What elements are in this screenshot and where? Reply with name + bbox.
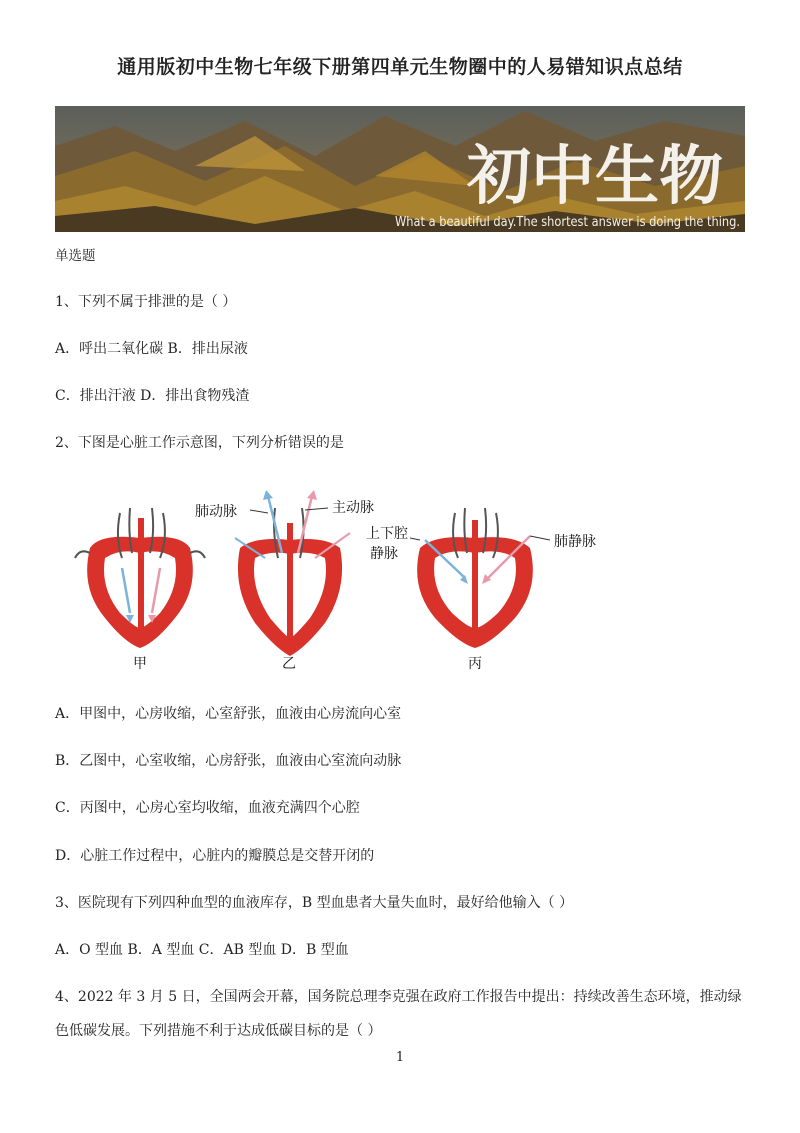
section-label: 单选题 (55, 248, 96, 264)
caption-bing: 丙 (468, 656, 482, 672)
label-aorta: 主动脉 (332, 500, 374, 516)
q2-option-b: B．乙图中，心室收缩，心房舒张，血液由心室流向动脉 (55, 753, 402, 769)
banner-caption: What a beautiful day.The shortest answer is doing the thing. (395, 214, 740, 230)
q4-stem: 4、2022 年 3 月 5 日，全国两会开幕，国务院总理李克强在政府工作报告中提出：持续改善生态环境，推动绿色低碳发展。下列措施不利于达成低碳目标的是（ ） (55, 989, 742, 1039)
page-number: 1 (395, 1050, 405, 1065)
q1-options-line1: A．呼出二氧化碳 B．排出尿液 (55, 341, 248, 357)
banner-image (55, 106, 745, 232)
q3-stem: 3、医院现有下列四种血型的血液库存，B 型血患者大量失血时，最好给他输入（ ） (55, 895, 574, 911)
document-title: 通用版初中生物七年级下册第四单元生物圈中的人易错知识点总结 (117, 56, 683, 78)
q1-options-line2: C．排出汗液 D．排出食物残渣 (55, 388, 250, 404)
heart-c (410, 508, 550, 648)
q1-stem: 1、下列不属于排泄的是（ ） (55, 294, 237, 310)
q2-option-d: D．心脏工作过程中，心脏内的瓣膜总是交替开闭的 (55, 848, 375, 864)
banner-big-text: 初中生物 (467, 139, 723, 214)
label-pulmonary-vein: 肺静脉 (554, 534, 596, 550)
q2-stem: 2、下图是心脏工作示意图，下列分析错误的是 (55, 435, 344, 451)
caption-jia: 甲 (133, 656, 147, 672)
mountain-banner-graphic (55, 106, 745, 232)
heart-a (75, 508, 205, 648)
caption-yi: 乙 (282, 656, 296, 672)
q3-options: A．O 型血 B．A 型血 C．AB 型血 D．B 型血 (55, 942, 349, 958)
heart-diagram (60, 478, 680, 678)
q2-option-a: A．甲图中，心房收缩，心室舒张，血液由心房流向心室 (55, 706, 402, 722)
label-pulmonary-artery: 肺动脉 (195, 504, 237, 520)
q2-option-c: C．丙图中，心房心室均收缩，血液充满四个心腔 (55, 800, 360, 816)
label-vena-cava-line1: 上下腔 (366, 526, 408, 542)
label-vena-cava-line2: 静脉 (370, 546, 398, 562)
